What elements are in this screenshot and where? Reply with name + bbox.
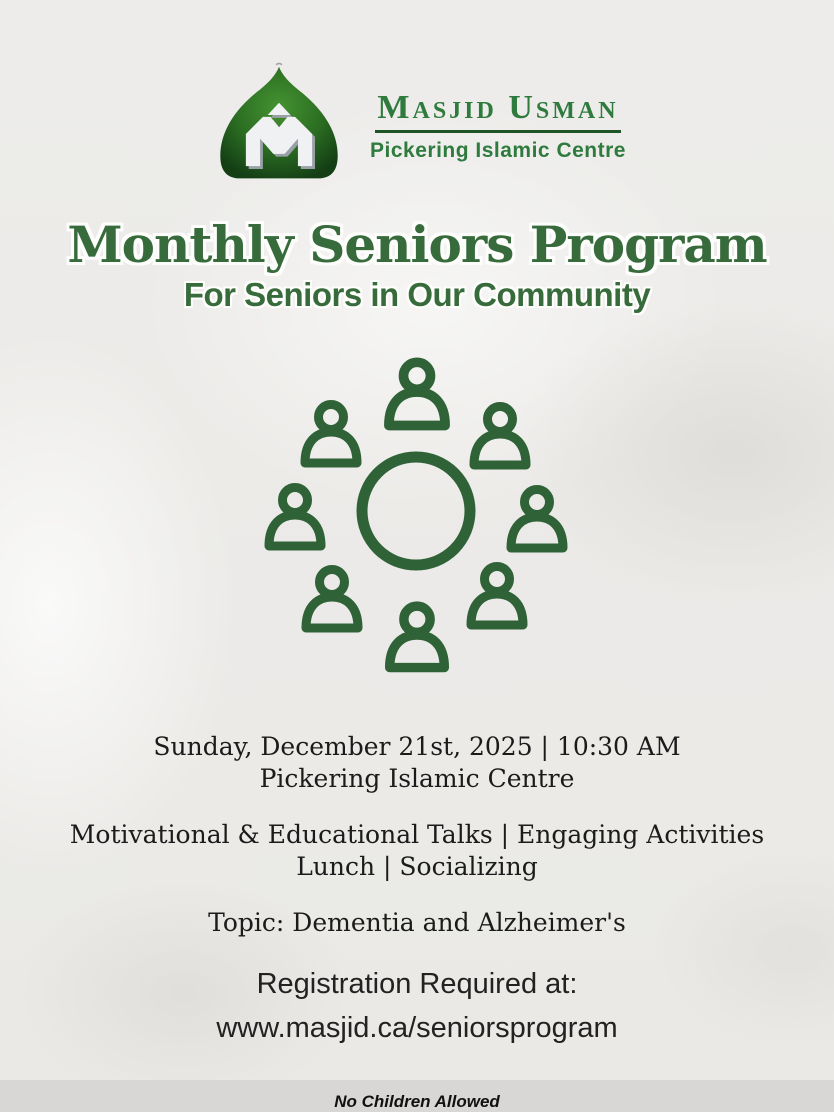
mosque-dome-m-icon xyxy=(208,60,350,193)
event-activities-line2: Lunch | Socializing xyxy=(296,852,538,881)
registration-url: www.masjid.ca/seniorsprogram xyxy=(216,1011,618,1044)
people-around-circle-icon xyxy=(257,350,577,685)
registration-info xyxy=(216,963,617,1050)
event-datetime: Sunday, December 21st, 2025 | 10:30 AM xyxy=(153,732,681,761)
page-subtitle: For Seniors in Our Community xyxy=(183,276,651,313)
event-activities xyxy=(70,819,764,883)
event-activities-line1: Motivational & Educational Talks | Engaging Activities xyxy=(69,820,765,849)
event-when-where xyxy=(70,731,764,795)
registration-label: Registration Required at: xyxy=(256,968,578,1000)
logo-tagline: Pickering Islamic Centre xyxy=(370,139,626,163)
page-title: Monthly Seniors Program xyxy=(67,215,767,274)
event-location: Pickering Islamic Centre xyxy=(259,764,575,793)
logo-name: Masjid Usman xyxy=(375,90,620,134)
masjid-usman-logo xyxy=(208,60,626,193)
event-details xyxy=(70,731,764,939)
logo-text xyxy=(370,90,626,164)
event-topic: Topic: Dementia and Alzheimer's xyxy=(208,908,626,937)
no-children-note: No Children Allowed xyxy=(334,1092,500,1111)
